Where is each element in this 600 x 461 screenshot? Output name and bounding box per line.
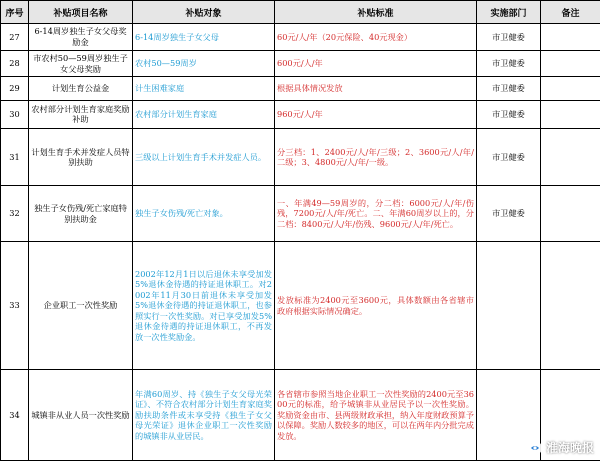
row-target: 计生困难家庭 [133, 77, 275, 101]
row-note [541, 100, 600, 128]
row-item: 城镇非从业人员一次性奖励 [29, 370, 133, 461]
table-row [1, 241, 600, 369]
row-note [541, 77, 600, 101]
row-item: 企业职工一次性奖励 [29, 241, 133, 369]
row-dept: 市卫健委 [477, 50, 541, 77]
row-standard: 各省辖市参照当地企业职工一次性奖励的2400元至3600元的标准，给予城镇非从业居民予以一次性奖励。奖励资金由市、县两级财政承担，纳入年度财政预算予以保障。奖励人数较多的地区，可以在两年内分批完成发放。 [275, 370, 477, 461]
row-dept [477, 241, 541, 369]
newspaper-logo-icon [528, 441, 542, 455]
row-item: 农村部分计划生育家庭奖励补助 [29, 100, 133, 128]
header-note: 备注 [541, 1, 600, 24]
row-no: 29 [1, 77, 29, 101]
row-standard: 分三档：1、2400元/人/年/三级；2、3600元/人/年/二级；3、4800元/人/年/一级。 [275, 128, 477, 186]
row-note [541, 128, 600, 186]
table-row [1, 128, 600, 186]
watermark-text: 淮海晚报 [545, 441, 594, 455]
row-target: 独生子女伤残/死亡对象。 [133, 186, 275, 242]
row-dept: 市卫健委 [477, 128, 541, 186]
row-dept: 市卫健委 [477, 100, 541, 128]
row-no: 33 [1, 241, 29, 369]
row-item: 计划生育公益金 [29, 77, 133, 101]
header-target: 补贴对象 [133, 1, 275, 24]
row-note [541, 50, 600, 77]
row-target: 2002年12月1日以后退休未享受加发5%退休金待遇的持证退休职工。对2002年11月30日前退休未享受加发5%退休金待遇的持证退休职工，也参照实行一次性奖励。对已享受加发5%退休金待遇的持证退休职工，不再发放一次性奖励金。 [133, 241, 275, 369]
header-dept: 实施部门 [477, 1, 541, 24]
row-target: 年满60周岁、持《独生子女父母光荣证》、不符合农村部分计划生育家庭奖励扶助条件或未享受持《独生子女父母光荣证》退休企业职工一次性奖励的城镇非从业居民。 [133, 370, 275, 461]
row-standard: 根据具体情况发放 [275, 77, 477, 101]
row-note [541, 241, 600, 369]
row-no: 34 [1, 370, 29, 461]
row-no: 28 [1, 50, 29, 77]
row-no: 27 [1, 24, 29, 51]
row-target: 农村50—59周岁 [133, 50, 275, 77]
watermark [528, 439, 594, 456]
header-row [1, 1, 600, 24]
row-note [541, 186, 600, 242]
header-standard: 补贴标准 [275, 1, 477, 24]
row-dept: 市卫健委 [477, 77, 541, 101]
row-item: 市农村50—59周岁独生子女父母奖励 [29, 50, 133, 77]
row-standard: 发放标准为2400元至3600元，具体数额由各省辖市政府根据实际情况确定。 [275, 241, 477, 369]
table-row [1, 24, 600, 51]
row-standard: 60元/人/年（20元保险、40元现金） [275, 24, 477, 51]
table-row [1, 100, 600, 128]
row-dept: 市卫健委 [477, 24, 541, 51]
table-row [1, 370, 600, 461]
row-no: 30 [1, 100, 29, 128]
row-item: 6-14周岁独生子女父母奖励金 [29, 24, 133, 51]
row-standard: 600元/人/年 [275, 50, 477, 77]
row-target: 农村部分计划生育家庭 [133, 100, 275, 128]
row-item: 计划生育手术并发症人员特别扶助 [29, 128, 133, 186]
row-note [541, 24, 600, 51]
row-target: 6-14周岁独生子女父母 [133, 24, 275, 51]
row-no: 31 [1, 128, 29, 186]
row-item: 独生子女伤残/死亡家庭特别扶助金 [29, 186, 133, 242]
row-standard: 960元/人/年 [275, 100, 477, 128]
row-standard: 一、年满49—59周岁的，分二档：6000元/人/年/伤残，7200元/人/年/死亡。二、年满60周岁以上的，分二档：8400元/人/年/伤残、9600元/人/年/死亡。 [275, 186, 477, 242]
row-target: 三级以上计划生育手术并发症人员。 [133, 128, 275, 186]
table-row [1, 77, 600, 101]
table-row [1, 186, 600, 242]
header-no: 序号 [1, 1, 29, 24]
table-row [1, 50, 600, 77]
row-dept: 市卫健委 [477, 186, 541, 242]
header-item: 补贴项目名称 [29, 1, 133, 24]
row-no: 32 [1, 186, 29, 242]
